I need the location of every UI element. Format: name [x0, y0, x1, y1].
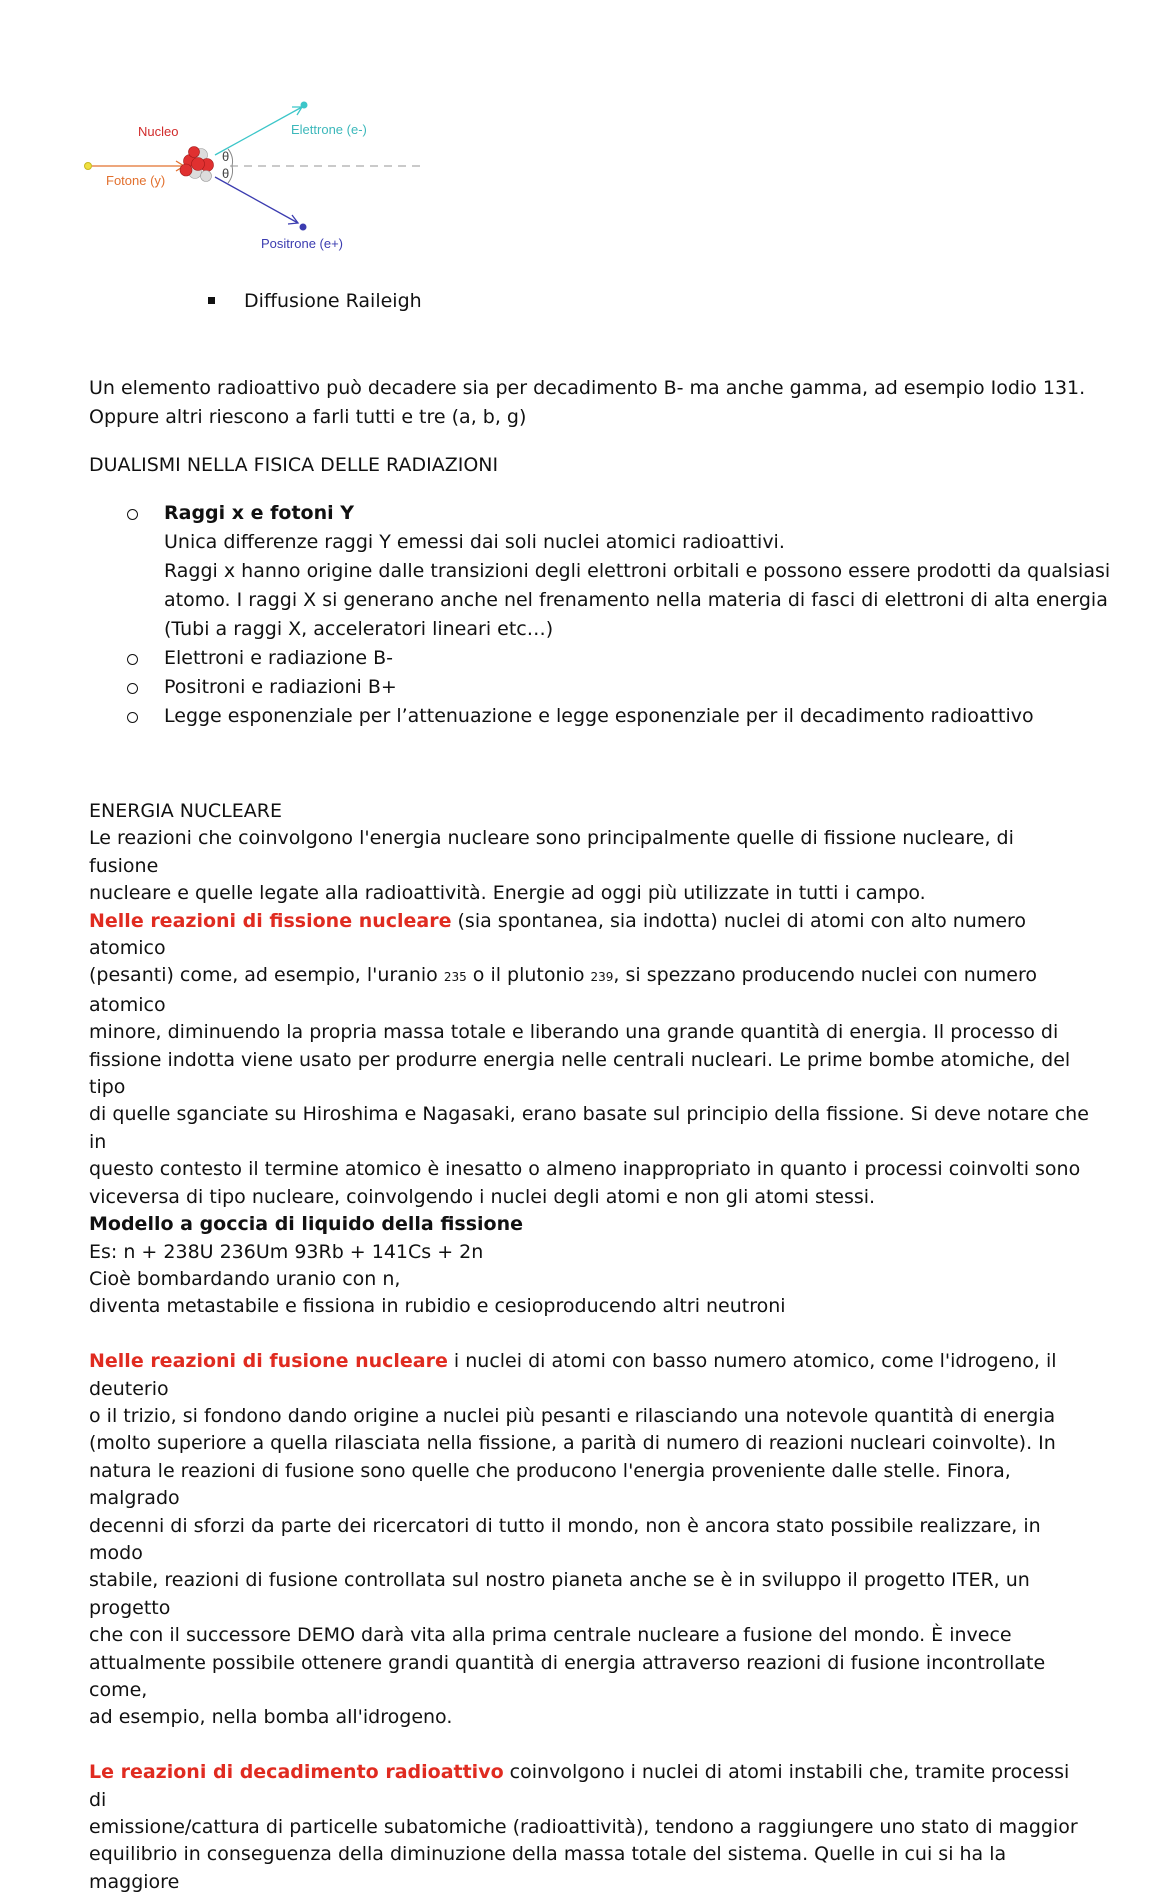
fusione-line9: ad esempio, nella bomba all'idrogeno.: [89, 1706, 453, 1729]
intro-paragraph: [89, 374, 1089, 432]
uranium-mass-number: 235: [443, 970, 467, 985]
energia-p1-line2: nucleare e quelle legate alla radioattività. Energie ad oggi più utilizzate in tutti i campo.: [89, 882, 926, 905]
nucleo-label: Nucleo: [138, 124, 179, 139]
fissione-line5: di quelle sganciate su Hiroshima e Nagasaki, erano basate sul principio della fissione. Si deve notare che in: [89, 1103, 1089, 1153]
blank-line: [89, 1321, 1089, 1348]
fissione-line7: viceversa di tipo nucleare, coinvolgendo i nuclei degli atomi e non gli atomi stessi.: [89, 1185, 876, 1208]
square-bullet-icon: [208, 297, 215, 304]
plutonium-mass-number: 239: [590, 970, 614, 985]
energia-nucleare-section: [89, 798, 1089, 1896]
elettrone-label: Elettrone (e-): [291, 122, 367, 137]
positron-dot: [300, 224, 307, 231]
fissione-highlight: Nelle reazioni di fissione nucleare: [89, 909, 452, 932]
fusione-line3: (molto superiore a quella rilasciata nella fissione, a parità di numero di reazioni nucleari coinvolte). In: [89, 1432, 1056, 1455]
fissione-line4: fissione indotta viene usato per produrre energia nelle centrali nucleari. Le prime bombe atomiche, del tipo: [89, 1048, 1071, 1099]
modello-heading: Modello a goccia di liquido della fissione: [89, 1213, 523, 1236]
electron-dot: [301, 102, 308, 109]
fusione-line2: o il trizio, si fondono dando origine a nuclei più pesanti e rilasciando una notevole quantità di energia: [89, 1404, 1056, 1427]
fissione-line2-a: (pesanti) come, ad esempio, l'uranio: [89, 964, 444, 987]
list-item-text: atomo. I raggi X si generano anche nel frenamento nella materia di fasci di elettroni di alta energia: [164, 589, 1108, 611]
theta-top-label: θ: [222, 149, 230, 164]
intro-line-2: Oppure altri riescono a farli tutti e tre (a, b, g): [89, 406, 527, 428]
nucleus-icon: [180, 147, 214, 182]
dualismi-heading-text: DUALISMI NELLA FISICA DELLE RADIAZIONI: [89, 454, 499, 476]
fusione-line1-rest: i nuclei di atomi con basso numero atomico, come l'idrogeno, il deuterio: [89, 1350, 1057, 1400]
fusione-line8: attualmente possibile ottenere grandi quantità di energia attraverso reazioni di fusione incontrollate come,: [89, 1651, 1046, 1701]
list-item: [127, 702, 1117, 731]
raileigh-text: Diffusione Raileigh: [244, 290, 422, 312]
decadimento-line1-rest: coinvolgono i nuclei di atomi instabili che, tramite processi di: [89, 1761, 1070, 1811]
fissione-line2-b: o il plutonio: [466, 964, 591, 987]
fissione-line2: [89, 962, 1089, 1019]
fusione-line6: stabile, reazioni di fusione controllata sul nostro pianeta anche se è in sviluppo il progetto ITER, un progetto: [89, 1569, 1030, 1619]
circle-bullet-icon: [127, 654, 138, 665]
decadimento-line2: emissione/cattura di particelle subatomiche (radioattività), tendono a raggiungere uno stato di maggior: [89, 1816, 1078, 1839]
fissione-line1: [89, 908, 1089, 963]
blank-line: [89, 1732, 1089, 1759]
circle-bullet-icon: [127, 509, 138, 520]
fusione-line4: natura le reazioni di fusione sono quelle che producono l'energia proveniente dalle stelle. Finora, malgrado: [89, 1459, 1011, 1510]
fissione-line6: questo contesto il termine atomico è inesatto o almeno inappropriato in quanto i processi coinvolti sono: [89, 1158, 1081, 1181]
equation-line: Es: n + 238U 236Um 93Rb + 141Cs + 2n: [89, 1240, 484, 1263]
decadimento-line1: [89, 1759, 1089, 1814]
list-item: [127, 644, 1117, 673]
list-item-title: Raggi x e fotoni Y: [164, 502, 355, 524]
dualismi-heading: [89, 451, 1089, 480]
list-item: [127, 673, 1117, 702]
fusione-line5: decenni di sforzi da parte dei ricercatori di tutto il mondo, non è ancora stato possibile realizzare, in modo: [89, 1514, 1041, 1564]
list-item-text: (Tubi a raggi X, acceleratori lineari etc…): [164, 618, 554, 640]
list-item-text: Positroni e radiazioni B+: [164, 676, 397, 698]
decadimento-highlight: Le reazioni di decadimento radioattivo: [89, 1761, 504, 1784]
circle-bullet-icon: [127, 712, 138, 723]
energia-heading: ENERGIA NUCLEARE: [89, 800, 282, 822]
list-item-text: Legge esponenziale per l’attenuazione e legge esponenziale per il decadimento radioattivo: [164, 705, 1034, 727]
positron-arrow: [215, 177, 298, 223]
diventa-line: diventa metastabile e fissiona in rubidio e cesioproducendo altri neutroni: [89, 1295, 786, 1318]
electron-arrow: [215, 107, 302, 155]
pair-production-diagram: [80, 95, 440, 270]
fissione-line1-rest: (sia spontanea, sia indotta) nuclei di atomi con alto numero atomico: [89, 909, 1027, 960]
energia-p1-line1: Le reazioni che coinvolgono l'energia nucleare sono principalmente quelle di fissione nucleare, di fusione: [89, 827, 1014, 877]
dualismi-list: [127, 499, 1117, 731]
decadimento-line3: equilibrio in conseguenza della diminuzione della massa totale del sistema. Quelle in cui si ha la maggiore: [89, 1843, 1007, 1893]
circle-bullet-icon: [127, 683, 138, 694]
fissione-line3: minore, diminuendo la propria massa totale e liberando una grande quantità di energia. Il processo di: [89, 1021, 1059, 1044]
fusione-line1: [89, 1348, 1089, 1403]
intro-line-1: Un elemento radioattivo può decadere sia per decadimento B- ma anche gamma, ad esempio Iodio 131.: [89, 377, 1086, 399]
fissione-line2-c: , si spezzano producendo nuclei con numero atomico: [89, 964, 1038, 1016]
diagram-svg: [80, 95, 440, 270]
fotone-label: Fotone (y): [106, 173, 166, 188]
list-item: [127, 499, 1117, 644]
photon-source-dot: [85, 163, 92, 170]
list-item-text: Unica differenze raggi Y emessi dai soli nuclei atomici radioattivi.: [164, 531, 785, 553]
theta-bottom-label: θ: [222, 166, 230, 181]
fusione-highlight: Nelle reazioni di fusione nucleare: [89, 1350, 448, 1373]
positrone-label: Positrone (e+): [261, 236, 344, 251]
fusione-line7: che con il successore DEMO darà vita alla prima centrale nucleare a fusione del mondo. È invece: [89, 1624, 1012, 1647]
list-item-text: Raggi x hanno origine dalle transizioni degli elettroni orbitali e possono essere prodotti da qualsiasi: [164, 560, 1111, 582]
cioe-line: Cioè bombardando uranio con n,: [89, 1267, 401, 1290]
list-item-text: Elettroni e radiazione B-: [164, 647, 393, 669]
